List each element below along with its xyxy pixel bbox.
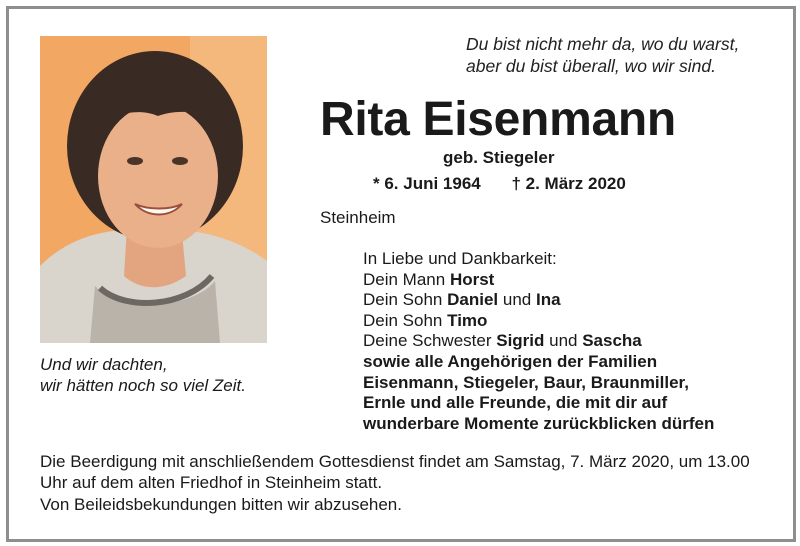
relation-label: Dein Sohn — [363, 310, 448, 330]
birth-date: * 6. Juni 1964 — [373, 174, 481, 193]
conjunction: und — [498, 290, 536, 310]
mourner-name: Daniel — [447, 290, 499, 310]
death-date: † 2. März 2020 — [511, 174, 626, 193]
mourner-son-2 — [363, 311, 714, 332]
mourner-husband — [363, 270, 714, 291]
place-name: Steinheim — [320, 208, 396, 227]
mourners-closing-line — [363, 393, 714, 414]
bottom-quote-line: Und wir dachten, — [40, 355, 168, 374]
mourners-list — [363, 249, 714, 434]
closing-text: wunderbare Momente zurückblicken dürfen — [363, 413, 715, 433]
mourners-intro: In Liebe und Dankbarkeit: — [363, 249, 557, 268]
mourner-son — [363, 290, 714, 311]
mourners-closing-line — [363, 373, 714, 394]
mourner-name: Ina — [535, 290, 561, 310]
mourner-name: Horst — [449, 269, 495, 289]
mourners-closing-line — [363, 414, 714, 435]
closing-text: Ernle und alle Freunde, die mit dir auf — [363, 393, 668, 413]
relation-label: Deine Schwester — [363, 331, 497, 351]
mourners-closing-line — [363, 352, 714, 373]
mourner-name: Timo — [447, 310, 488, 330]
mourner-name: Sascha — [582, 331, 642, 351]
relation-label: Dein Mann — [363, 269, 450, 289]
relation-label: Dein Sohn — [363, 290, 448, 310]
top-quote — [466, 33, 739, 77]
conjunction: und — [544, 331, 583, 351]
closing-text: sowie alle Angehörigen der Familien — [363, 351, 658, 371]
mourner-sister — [363, 331, 714, 352]
life-dates — [373, 174, 626, 194]
portrait-photo — [40, 36, 267, 343]
top-quote-line: aber du bist überall, wo wir sind. — [466, 56, 716, 76]
bottom-quote — [40, 354, 246, 396]
top-quote-line: Du bist nicht mehr da, wo du warst, — [466, 34, 740, 54]
bottom-quote-line: wir hätten noch so viel Zeit. — [40, 376, 246, 395]
condolence-note: Von Beileidsbekundungen bitten wir abzusehen. — [40, 495, 402, 514]
portrait-image — [40, 36, 267, 343]
maiden-name: geb. Stiegeler — [443, 148, 555, 167]
deceased-name: Rita Eisenmann — [320, 93, 676, 146]
funeral-announcement: Die Beerdigung mit anschließendem Gottesdienst findet am Samstag, 7. März 2020, um 13.00 Uhr auf dem alten Friedhof in Steinheim statt. — [40, 452, 750, 492]
mourner-name: Sigrid — [496, 331, 545, 351]
closing-text: Eisenmann, Stiegeler, Baur, Braunmiller, — [363, 372, 689, 392]
